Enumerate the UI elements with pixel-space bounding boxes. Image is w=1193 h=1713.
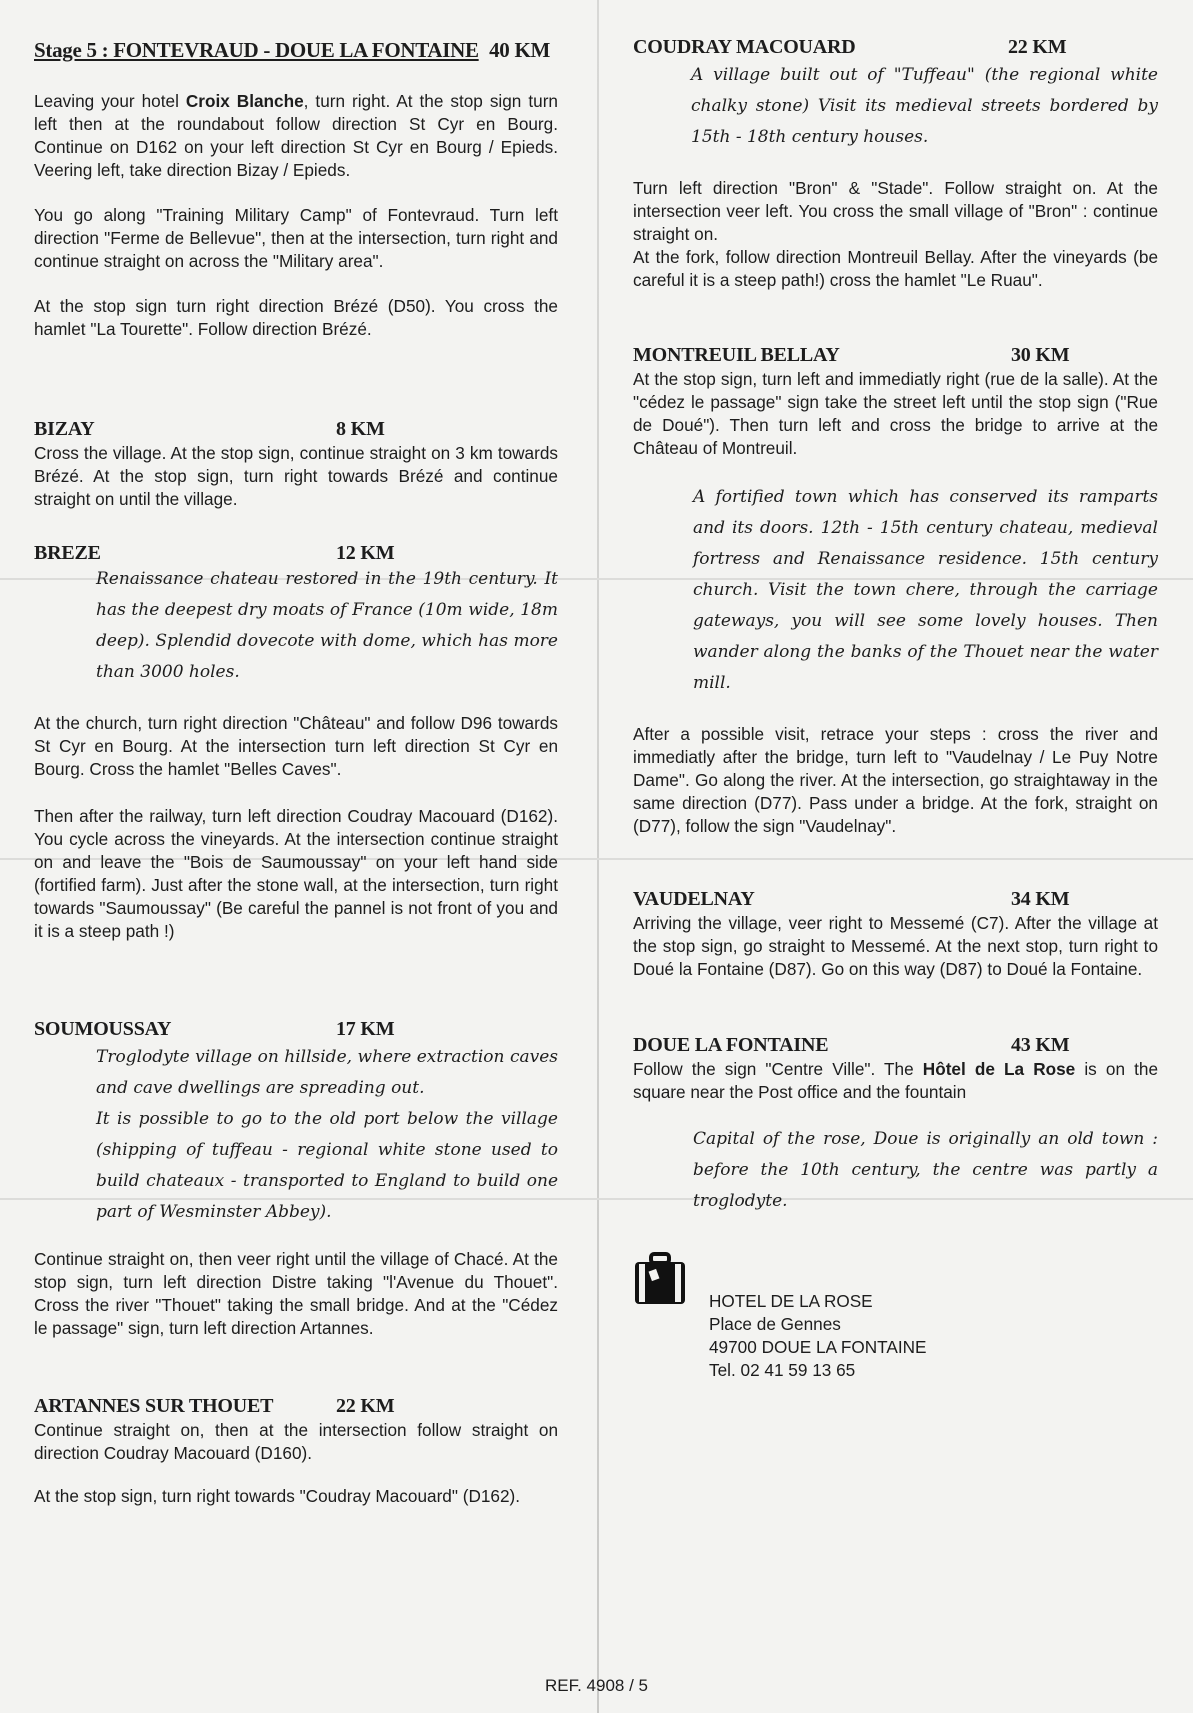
- footer-reference: [0, 1676, 1193, 1696]
- section-coudray-macouard: [633, 36, 1158, 292]
- section-heading: [633, 888, 1158, 912]
- place-name: BREZE: [34, 542, 101, 564]
- place-name: SOUMOUSSAY: [34, 1018, 172, 1040]
- section-doue-la-fontaine: [633, 1034, 1158, 1217]
- directions-text: Continue straight on, then veer right until the village of Chacé. At the stop sign, turn left direction Distre taking "l'Avenue du Thouet". Cross the river "Thouet" taking the small bridge. And at the "Cédez le passage" sign, turn left direction Artannes.: [34, 1249, 558, 1338]
- directions-text: Cross the village. At the stop sign, continue straight on 3 km towards Brézé. At the stop sign, turn right towards Brézé and continue straight on until the village.: [34, 443, 558, 509]
- hotel-address-street: Place de Gennes: [709, 1314, 841, 1334]
- place-name: BIZAY: [34, 418, 95, 440]
- stage-distance: 40 KM: [489, 38, 550, 62]
- place-description: A fortified town which has conserved its ramparts and its doors. 12th - 15th century chateau, medieval fortress and Renaissance residence. 15th century church. Visit the town chere, through the carriage gateways, you will see some lovely houses. Then wander along the banks of the Thouet near the water mill.: [693, 487, 1158, 693]
- section-bizay: [34, 418, 558, 511]
- place-name: COUDRAY MACOUARD: [633, 36, 856, 58]
- luggage-icon: [633, 1252, 687, 1306]
- place-description: Renaissance chateau restored in the 19th century. It has the deepest dry moats of France (10m wide, 18m deep). Splendid dovecote with dome, which has more than 3000 holes.: [96, 569, 558, 682]
- directions-text: Turn left direction "Bron" & "Stade". Follow straight on. At the intersection veer left. You cross the small village of "Bron" : continue straight on. At the fork, follow direction Montreuil Bellay. After the vineyards (be careful it is a steep path!) cross the hamlet "Le Ruau".: [633, 178, 1158, 290]
- section-artannes: [34, 1395, 558, 1508]
- section-heading: [633, 36, 1158, 60]
- place-description: It is possible to go to the old port below the village (shipping of tuffeau - regional white stone used to build chateaux - transported to England to build one part of Wesminster Abbey).: [96, 1109, 558, 1222]
- directions-text: At the stop sign, turn right towards "Coudray Macouard" (D162).: [34, 1486, 521, 1506]
- directions-text: Continue straight on, then at the intersection follow straight on direction Coudray Macouard (D160).: [34, 1420, 558, 1463]
- section-heading: [34, 542, 558, 566]
- section-soumoussay: [34, 1018, 558, 1340]
- directions-text: Then after the railway, turn left direction Coudray Macouard (D162). You cycle across the vineyards. At the intersection continue straight on and leave the "Bois de Saumoussay" on your left hand side (fortified farm). Just after the stone wall, at the intersection, turn right towards "Saumoussay" (Be careful the pannel is not front of you and it is a steep path !): [34, 806, 558, 941]
- place-distance: 17 KM: [336, 1018, 395, 1040]
- hotel-address-city: 49700 DOUE LA FONTAINE: [709, 1337, 927, 1357]
- place-name: DOUE LA FONTAINE: [633, 1034, 829, 1056]
- section-heading: [633, 1034, 1158, 1058]
- intro-paragraph-2: You go along "Training Military Camp" of Fontevraud. Turn left direction "Ferme de Bellevue", then at the intersection, turn right and continue straight on across the "Military area".: [34, 205, 558, 271]
- directions-text: At the stop sign, turn left and immediatly right (rue de la salle). At the "cédez le passage" sign take the street left until the stop sign ("Rue de Doué"). Then turn left and cross the bridge to arrive at the Château of Montreuil.: [633, 369, 1158, 458]
- place-description: A village built out of "Tuffeau" (the regional white chalky stone) Visit its medieval streets bordered by 15th - 18th century houses.: [691, 65, 1158, 147]
- place-description: Troglodyte village on hillside, where extraction caves and cave dwellings are spreading out.: [96, 1047, 558, 1098]
- place-distance: 43 KM: [1011, 1034, 1070, 1056]
- hotel-phone: Tel. 02 41 59 13 65: [709, 1360, 856, 1380]
- section-montreuil-bellay: [633, 344, 1158, 838]
- hotel-address-name: HOTEL DE LA ROSE: [709, 1291, 873, 1311]
- section-breze: [34, 542, 558, 943]
- place-distance: 22 KM: [1008, 36, 1067, 58]
- place-distance: 12 KM: [336, 542, 395, 564]
- directions-text: After a possible visit, retrace your steps : cross the river and immediatly after the bridge, turn left to "Vaudelnay / Le Puy Notre Dame". Go along the river. At the intersection, go straightaway in the same direction (D77). Pass under a bridge. At the fork, straight on (D77), follow the sign "Vaudelnay".: [633, 724, 1158, 836]
- section-heading: [633, 344, 1158, 368]
- hotel-name-croix-blanche: Croix Blanche: [185, 91, 304, 111]
- fold-line-vertical: [597, 0, 599, 1713]
- directions-text: At the church, turn right direction "Château" and follow D96 towards St Cyr en Bourg. At the intersection turn left direction St Cyr en Bourg. Cross the hamlet "Belles Caves".: [34, 713, 558, 779]
- intro-paragraph-1: Leaving your hotel Croix Blanche, turn right. At the stop sign turn left then at the roundabout follow direction St Cyr en Bourg. Continue on D162 on your left direction St Cyr en Bourg / Epieds. Veering left, take direction Bizay / Epieds.: [34, 91, 558, 180]
- intro-section: [34, 90, 558, 341]
- stage-heading: [34, 38, 558, 63]
- directions-text: Follow the sign "Centre Ville". The Hôtel de La Rose is on the square near the Post office and the fountain: [633, 1059, 1159, 1102]
- place-name: ARTANNES SUR THOUET: [34, 1395, 274, 1417]
- directions-text: Arriving the village, veer right to Messemé (C7). After the village at the stop sign, go straight to Messemé. At the next stop, turn right to Doué la Fontaine (D87). Go on this way (D87) to Doué la Fontaine.: [633, 913, 1158, 979]
- place-name: MONTREUIL BELLAY: [633, 344, 840, 366]
- place-distance: 34 KM: [1011, 888, 1070, 910]
- section-heading: [34, 1018, 558, 1042]
- stage-title: Stage 5 : FONTEVRAUD - DOUE LA FONTAINE: [34, 38, 479, 62]
- reference-number: REF. 4908 / 5: [544, 1676, 648, 1695]
- place-name: VAUDELNAY: [633, 888, 755, 910]
- place-distance: 8 KM: [336, 418, 385, 440]
- section-vaudelnay: [633, 888, 1158, 981]
- hotel-name-la-rose: Hôtel de La Rose: [922, 1059, 1076, 1079]
- place-description: Capital of the rose, Doue is originally an old town : before the 10th century, the centre was partly a troglodyte.: [693, 1129, 1158, 1211]
- place-distance: 30 KM: [1011, 344, 1070, 366]
- section-heading: [34, 418, 558, 442]
- place-distance: 22 KM: [336, 1395, 395, 1417]
- hotel-address: [709, 1290, 926, 1382]
- section-heading: [34, 1395, 558, 1419]
- intro-paragraph-3: At the stop sign turn right direction Brézé (D50). You cross the hamlet "La Tourette". Follow direction Brézé.: [34, 296, 558, 339]
